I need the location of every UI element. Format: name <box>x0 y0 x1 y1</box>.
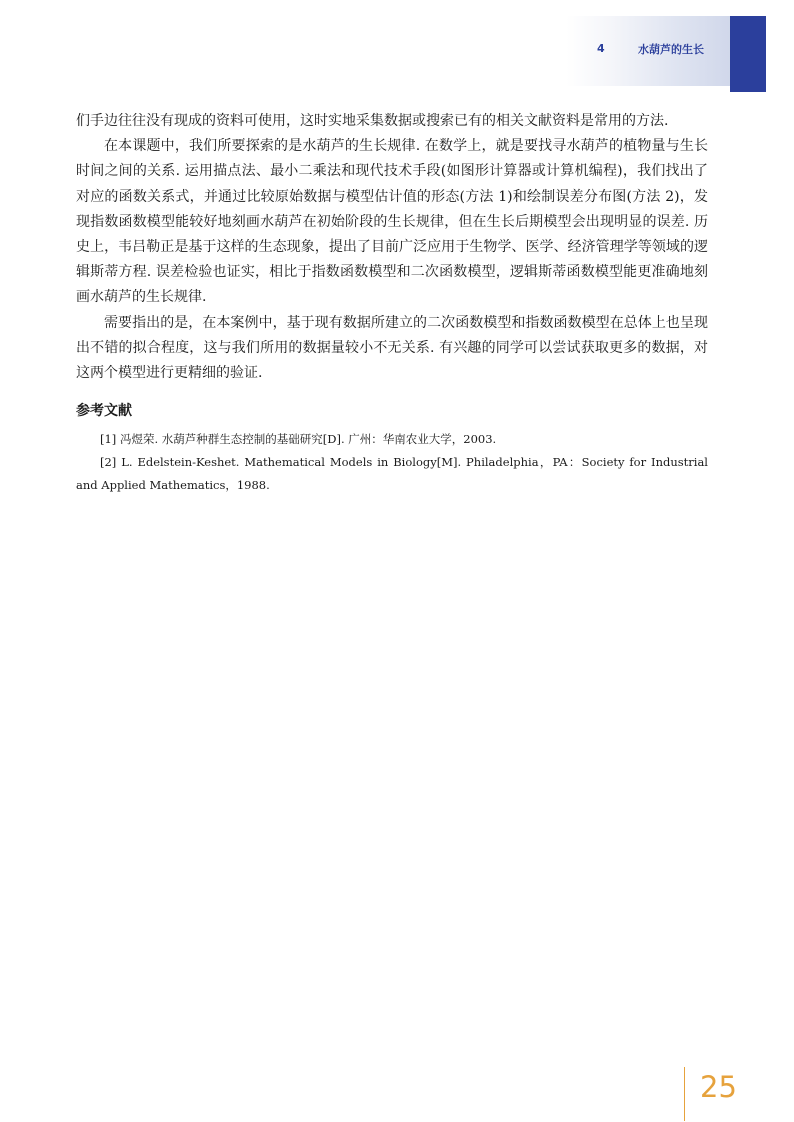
chapter-title: 水葫芦的生长 <box>638 43 704 56</box>
page-number: 25 <box>700 1070 737 1104</box>
body-paragraph: 需要指出的是，在本案例中，基于现有数据所建立的二次函数模型和指数函数模型在总体上也呈现出不错的拟合程度，这与我们所用的数据量较小不无关系. 有兴趣的同学可以尝试获取更多的数据，对这两个模型进行更精细的验证. <box>76 314 708 382</box>
references-heading: 参考文献 <box>76 403 132 420</box>
body-paragraph: 在本课题中，我们所要探索的是水葫芦的生长规律. 在数学上，就是要找寻水葫芦的植物量与生长时间之间的关系. 运用描点法、最小二乘法和现代技术手段(如图形计算器或计算机编程)，我们找出了对应的函数关系式，并通过比较原始数据与模型估计值的形态(方法 1)和绘制误差分布图(方法 2)，发现指数函数模型能较好地刻画水葫芦在初始阶段的生长规律，但在生长后期模型会出现明显的误差. 历史上，韦吕勒正是基于这样的生态现象，提出了目前广泛应用于生物学、医学、经济管理学等领域的逻辑斯蒂方程. 误差检验也证实，相比于指数函数模型和二次函数模型，逻辑斯蒂函数模型能更准确地刻画水葫芦的生长规律. <box>76 138 708 306</box>
header-color-block <box>730 16 766 92</box>
body-paragraph-continued: 们手边往往没有现成的资料可使用，这时实地采集数据或搜索已有的相关文献资料是常用的方法. <box>76 113 669 129</box>
main-content <box>76 109 708 497</box>
chapter-number: 4 <box>597 42 605 55</box>
reference-item: [1] 冯煜荣. 水葫芦种群生态控制的基础研究[D]. 广州：华南农业大学，2003. <box>100 432 497 447</box>
reference-item: [2] L. Edelstein-Keshet. Mathematical Models in Biology[M]. Philadelphia，PA：Society for Industrial and Applied Mathematics，1988. <box>76 455 708 493</box>
page-number-divider <box>684 1067 685 1121</box>
